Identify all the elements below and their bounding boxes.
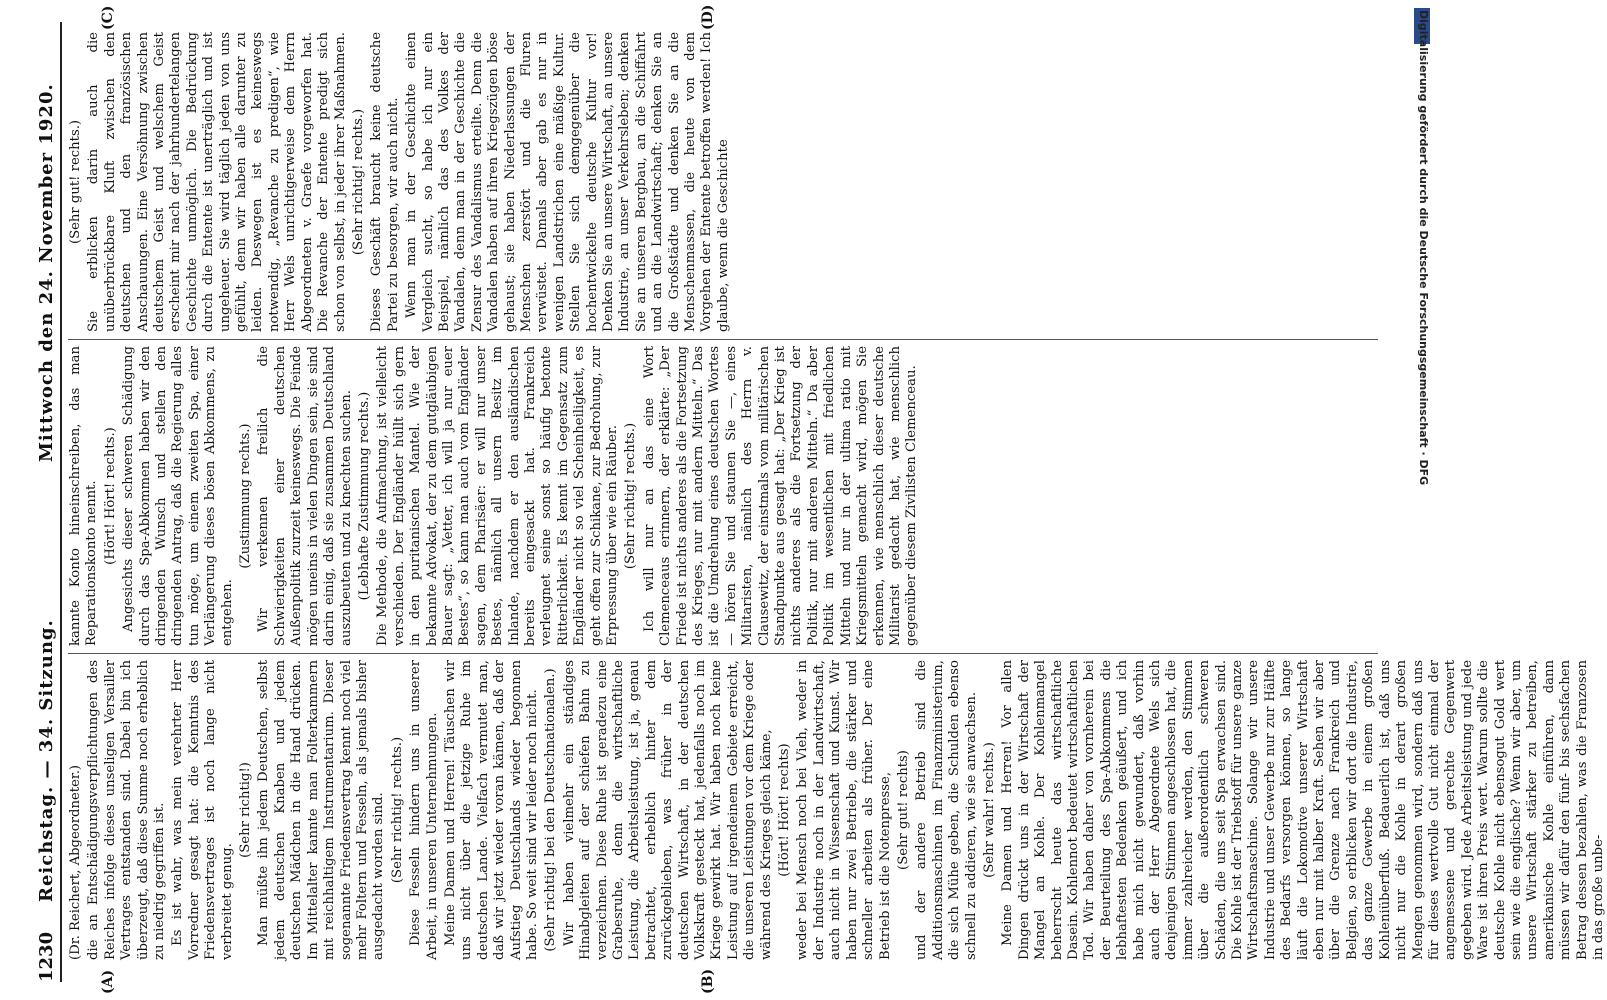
interjection: (Sehr richtig!) (238, 762, 254, 858)
text-column-middle (68, 346, 1378, 646)
margin-marker-a: (A) (100, 969, 116, 994)
paragraph: und der andere Betrieb sind die Additionsmaschinen im Finanzministerium, die sich Mühe geben, die Schulden ebenso schnell zu addieren, wie sie anwachsen. (914, 660, 979, 960)
interjection: (Sehr gut! rechts.) (68, 119, 83, 245)
paragraph: Wir haben vielmehr ein ständiges Hinabgleiten auf der schiefen Bahn zu verzeichnen. Diese Ruhe ist geradezu eine Grabesruhe, denn die wirtschaftliche Leistung, die Arbeitsleistung, ist ja, genau betrachtet, erheblich hinter dem zurückgeblieben, was früher in der deutschen Wirtschaft, in der deutschen Volkskraft gesteckt hat, jedenfalls noch im Kriege gewirkt hat. Wir haben noch keine Leistung auf irgendeinem Gebiete erreicht, die unseren Leistungen vor dem Kriege oder während des Krieges gleich käme, (561, 660, 774, 960)
paragraph: Meine Damen und Herren! Täuschen wir uns nicht über die jetzige Ruhe im deutschen Lande. Vielfach vermutet man, daß wir jetzt wieder voran kämen, daß der Aufstieg Deutschlands wieder begonnen habe. So weit sind wir leider noch nicht. (442, 660, 540, 960)
margin-marker-b: (B) (700, 968, 716, 994)
interjection: (Sehr richtig! rechts.) (389, 736, 405, 884)
margin-marker-d: (D) (700, 4, 716, 30)
paragraph: Es ist wahr, was mein verehrter Herr Vorredner gesagt hat: die Kenntnis des Friedensvertrages ist noch lange nicht verbreitet genug. (170, 660, 235, 960)
paragraph: Die Methode, die Aufmachung, ist vielleicht verschieden. Der Engländer hüllt sich gern in den puritanischen Mantel. Wie der bekannte Advokat, der zu dem gutgläubigen Bauer sagt: „Vetter, ich will ja nur euer Bestes“, so kann man auch vom Engländer sagen, dem Pharisäer: er will nur unser Bestes, nämlich all unsern Besitz im Inlande, nachdem er den ausländischen bereits eingesackt hat. Frankreich verleugnet seine sonst so häufig betonte Ritterlichkeit. Es kennt im Gegensatz zum Engländer nicht so viel Scheinheiligkeit, es geht offen zur Schikane, zur Bedrohung, zur Erpressung über wie ein Räuber. (375, 346, 620, 646)
interjection: (Sehr wahr! rechts.) (981, 742, 997, 878)
interjection: (Zustimmung rechts.) (238, 423, 254, 569)
column-divider (68, 653, 1378, 654)
paragraph: Angesichts dieser schweren Schädigung durch das Spa-Abkommen haben wir den dringenden Wunsch und stellen den dringenden Antrag, daß die Regierung alles tun möge, um einem zweiten Spa, einer Verlängerung dieses bösen Abkommens, zu entgehen. (121, 346, 235, 646)
paragraph: Wir verkennen freilich die Schwierigkeiten einer deutschen Außenpolitik zurzeit keineswegs. Die Feinde mögen uneins in vielen Dingen sein, sie sind darin einig, daß sie zusammen Deutschland auszubeuten und zu knechten suchen. (256, 346, 354, 646)
digitization-note-text: Digitalisierung gefördert durch die Deutsche Forschungsgemeinschaft · DFG (1417, 10, 1430, 486)
paragraph: kannte Konto hineinschreiben, das man Reparationskonto nennt. (68, 346, 100, 646)
digitization-note (1410, 10, 1432, 990)
session-title: Reichstag. — 34. Sitzung. (36, 619, 57, 902)
interjection: (Sehr richtig! rechts.) (350, 108, 366, 256)
interjection: (Sehr gut! rechts) (895, 750, 911, 870)
paragraph: Diese Fesseln hindern uns in unserer Arbeit, in unseren Unternehmungen. (408, 660, 440, 960)
interjection: (Sehr richtig! bei den Deutschnationalen.) (543, 668, 559, 952)
paragraph: Ich will nur an das eine Wort Clemenceaus erinnern, der erklärte: „Der Friede ist nichts anderes als die Fortsetzung des Krieges, nur mit andern Mitteln.“ Das ist die Umdrehung eines deutschen Wortes — hören Sie und staunen Sie —, eines Militaristen, nämlich des Herrn v. Clausewitz, der einstmals vom militärischen Standpunkte aus gesagt hat: „Der Krieg ist nichts anderes als die Fortsetzung der Politik, nur mit anderen Mitteln.“ Da aber Politik im wesentlichen mit friedlichen Mitteln und nur in der ultima ratio mit Kriegsmitteln gemacht wird, mögen Sie erkennen, wie menschlich dieser deutsche Militarist gedacht hat, wie menschlich gegenüber diesem Zivilisten Clemenceau. (641, 346, 920, 646)
paragraph: weder bei Mensch noch bei Vieh, weder in der Industrie noch in der Landwirtschaft, auch nicht in Wissenschaft und Kunst. Wir haben nur zwei Betriebe, die stärker und schneller arbeiten als früher. Der eine Betrieb ist die Notenpresse, (795, 660, 893, 960)
paragraph: die an Entschädigungsverpflichtungen des Reiches infolge dieses unseligen Versailler Vertrages entstanden sind. Dabei bin ich überzeugt, daß diese Summe noch erheblich zu niedrig gegriffen ist. (86, 660, 168, 960)
margin-marker-c: (C) (100, 5, 116, 30)
session-date: Mittwoch den 24. November 1920. (36, 83, 57, 462)
page-number: 1230 (36, 931, 57, 982)
paragraph: Meine Damen und Herren! Vor allen Dingen drückt uns in der Wirtschaft der Mangel an Kohle. Der Kohlenmangel beherrscht heute das wirtschaftliche Dasein. Kohlennot bedeutet wirtschaftlichen Tod. Wir haben daher von vornherein bei der Beurteilung des Spa-Abkommens die lebhaftesten Bedenken geäußert, und ich habe mich nicht gewundert, daß vorhin auch der Herr Abgeordnete Wels sich denjenigen Stimmen angeschlossen hat, die immer zahlreicher werden, den Stimmen über die außerordentlich schweren Schäden, die uns seit Spa erwachsen sind. Die Kohle ist der Triebstoff für unsere ganze Wirtschaftsmaschine. Solange wir unsere Industrie und unser Gewerbe nur zur Hälfte des Bedarfs versorgen können, so lange läuft die Lokomotive unserer Wirtschaft eben nur mit halber Kraft. Sehen wir aber über die Grenze nach Frankreich und Belgien, so erblicken wir dort die Industrie, das ganze Gewerbe in einem großen Kohleniüberfluß. Bedauerlich ist, daß uns nicht nur die Kohle in derart großen Mengen genommen wird, sondern daß uns für dieses wertvolle Gut nicht einmal der angemessene und gerechte Gegenwert gegeben wird. Jede Arbeitsleistung und jede Ware ist ihren Preis wert. Warum sollte die deutsche Kohle nicht ebensogut Gold wert sein wie die englische? Wenn wir aber, um unsere Wirtschaft stärker zu betreiben, amerikanische Kohle einführen, dann müssen wir dafür den fünf- bis sechsfachen Betrag dessen bezahlen, was die Franzosen in das große unbe- (1000, 660, 1606, 960)
paragraph: Wenn man in der Geschichte einen Vergleich sucht, so habe ich nur ein Beispiel, nämlich das des Volkes der Vandalen, denn man in der Geschichte die Zensur des Vandalismus erteilte. Denn die Vandalen haben auf ihren Kriegszügen böse gehaust; sie haben Niederlassungen der Menschen zerstört und die Fluren verwüstet. Damals aber gab es nur in wenigen Landstrichen eine mäßige Kultur. Stellen Sie sich demgegenüber die hochentwickelte deutsche Kultur vor! Denken Sie an unsere Wirtschaft, an unsere Industrie, an unser Verkehrsleben; denken Sie an unseren Bergbau, an die Schiffahrt und an die Landwirtschaft; denken Sie an die Großstädte und denken Sie an die Menschenmassen, die heute von dem Vorgehen der Entente betroffen werden! Ich glaube, wenn die Geschichte (404, 32, 731, 332)
text-column-right (68, 32, 1378, 332)
text-column-left (68, 660, 1606, 960)
interjection: (Lebhafte Zustimmung rechts.) (356, 391, 372, 601)
paragraph: Man müßte ihn jedem Deutschen, selbst jedem deutschen Knaben und jedem deutschen Mädchen in die Hand drücken. Im Mittelalter kannte man Folterkammern mit reichhaltigem Instrumentarium. Dieser sogenannte Friedensvertrag kennt noch viel mehr Foltern und Fesseln, als jemals bisher ausgedacht worden sind. (256, 660, 387, 960)
paragraph: (Dr. Reichert, Abgeordneter.) (68, 764, 83, 960)
column-divider (68, 339, 1378, 340)
interjection: (Sehr richtig! rechts.) (623, 422, 639, 570)
paragraph: Dieses Geschäft braucht keine deutsche Partei zu besorgen, wir auch nicht. (369, 32, 401, 332)
header-rule (60, 22, 62, 982)
interjection: (Hört! Hört! rechts) (777, 743, 793, 877)
interjection: (Hört! Hört! rechts.) (102, 427, 118, 565)
paragraph: Sie erblicken darin auch die unüberbrückbare Kluft zwischen den deutschen und den französischen Anschauungen. Eine Versöhnung zwischen deutschem Geist und welschem Geist erscheint mir nach der jahrhundertelangen Geschichte unmöglich. Die Bedrückung durch die Entente ist unerträglich und ist ungeheuer. Sie wird täglich jeden von uns gefühlt, denn wir haben alle darunter zu leiden. Deswegen ist es keineswegs notwendig, „Revanche zu predigen“, wie Herr Wels unrichtigerweise dem Herrn Abgeordneten v. Graefe vorgeworfen hat. Die Revanche der Entente predigt sich schon von selbst, in jeder ihrer Maßnahmen. (86, 32, 348, 332)
page-header (28, 22, 62, 982)
